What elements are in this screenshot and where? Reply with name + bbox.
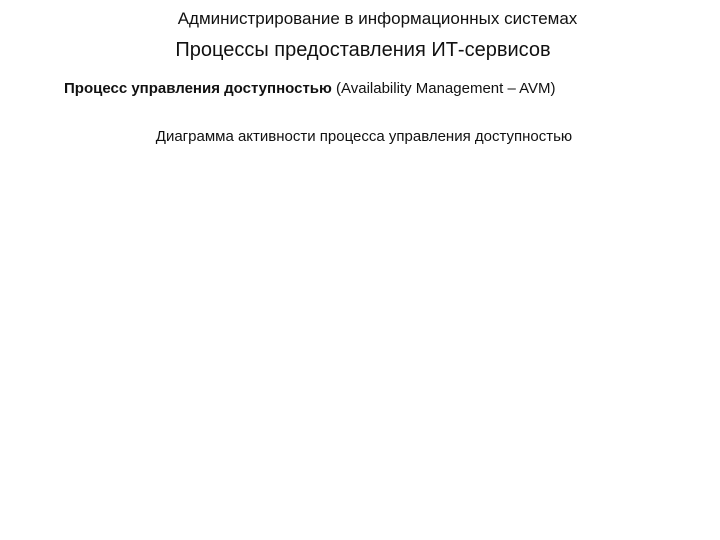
process-name: Процесс управления доступностью xyxy=(64,80,332,97)
course-title: Администрирование в информационных системах xyxy=(177,9,578,28)
diagram-caption: Диаграмма активности процесса управления доступностью xyxy=(155,128,573,145)
section-title: Процессы предоставления ИТ-сервисов xyxy=(175,39,551,61)
diagram-area xyxy=(40,160,680,520)
process-heading xyxy=(64,79,556,99)
process-abbreviation: (Availability Management – AVM) xyxy=(331,80,556,97)
